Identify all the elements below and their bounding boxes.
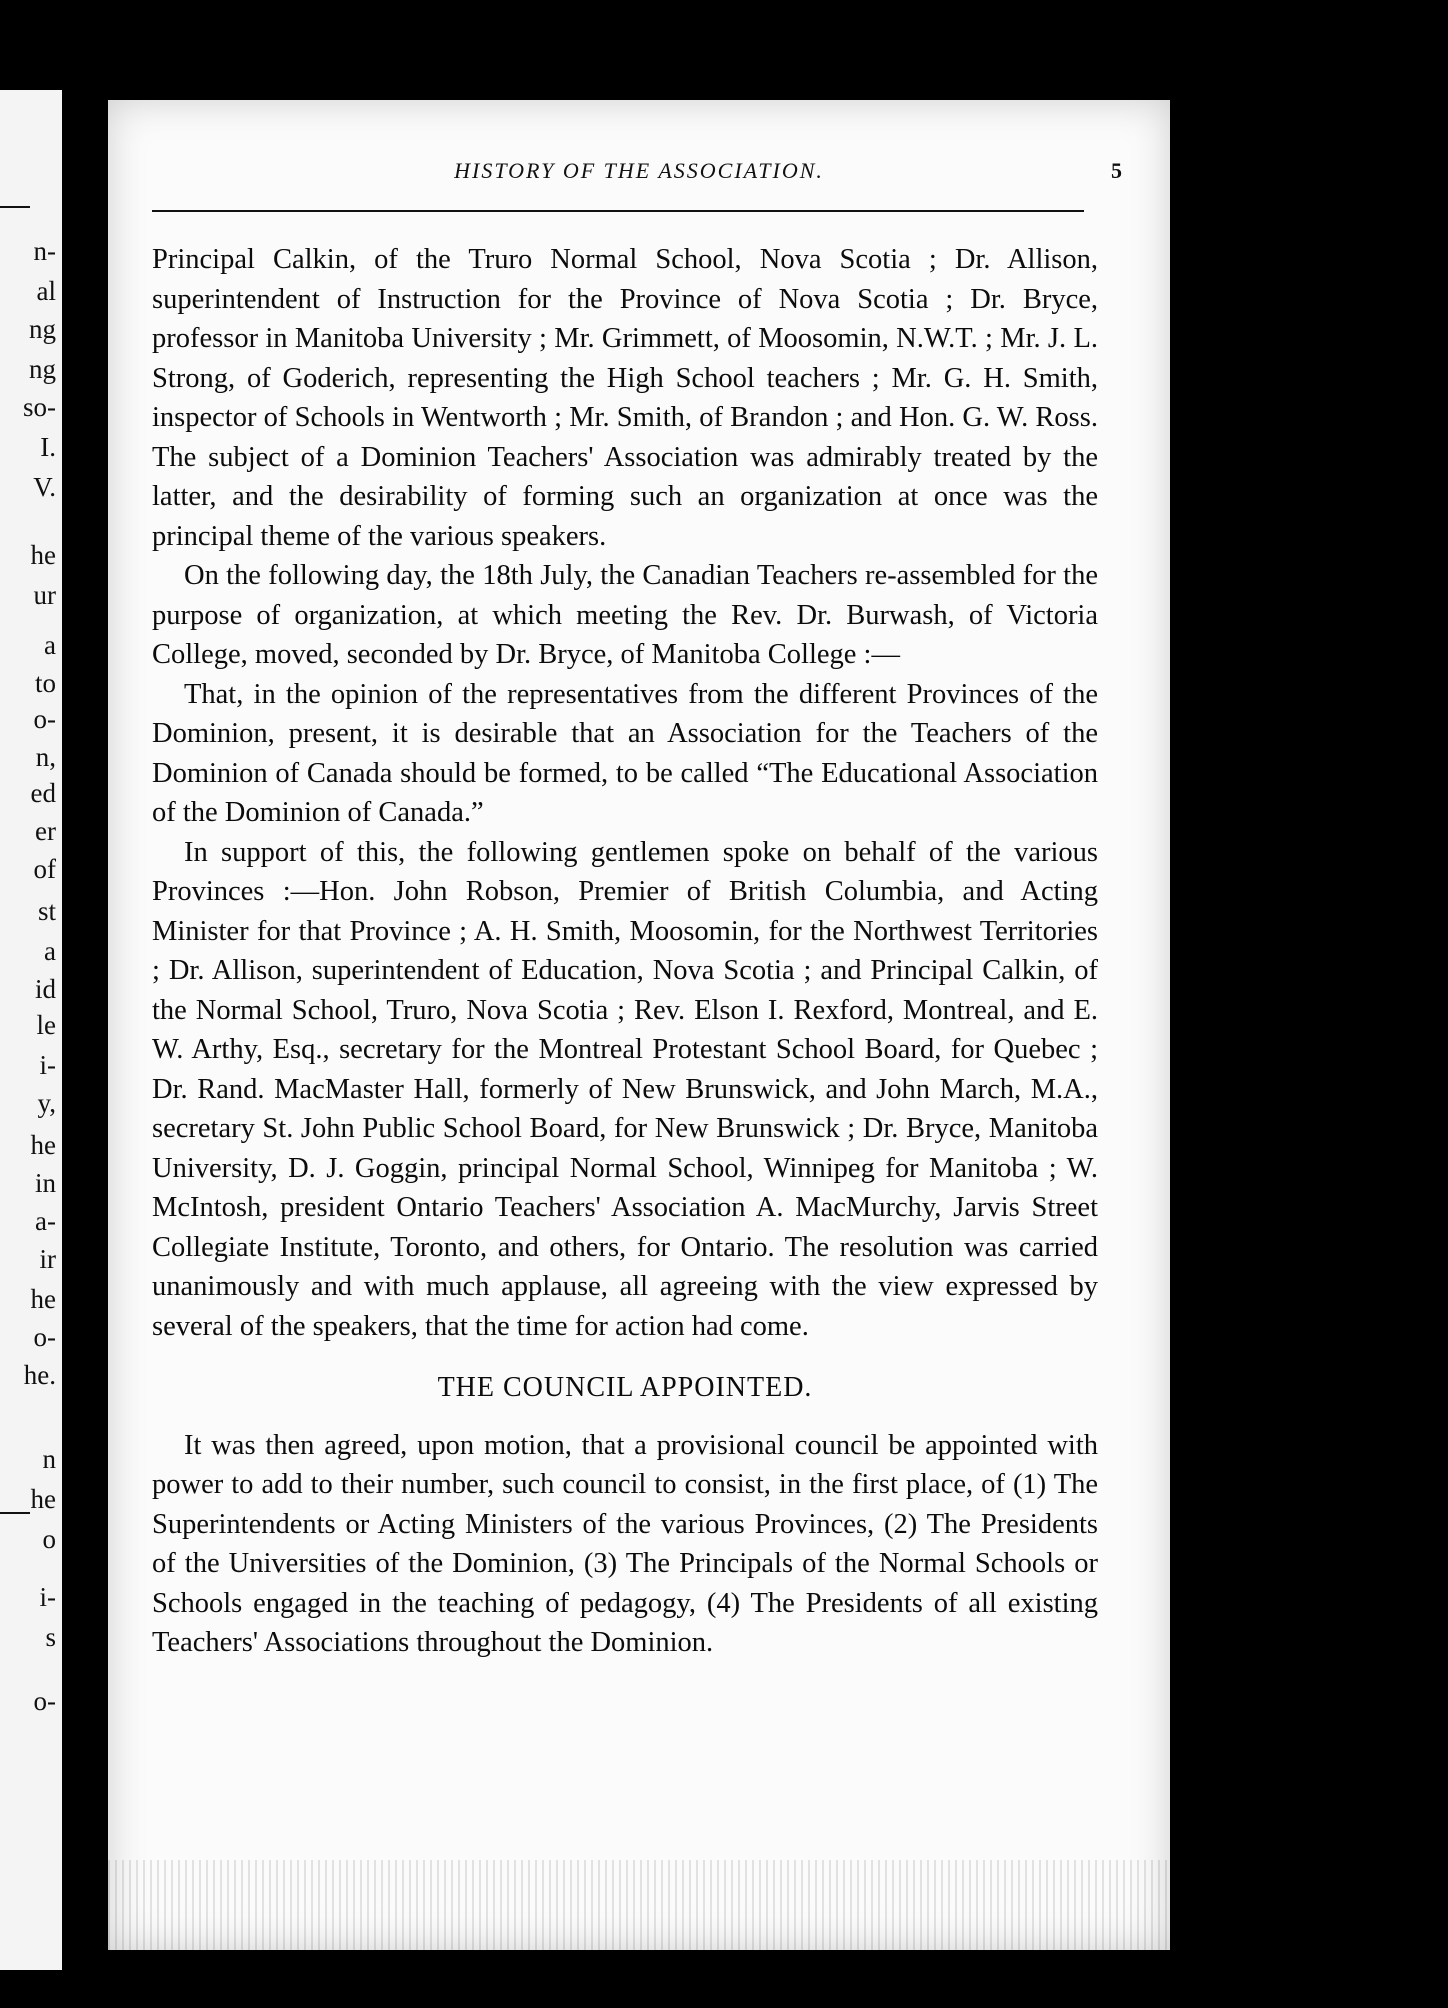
header-rule <box>152 210 1084 212</box>
adjacent-page-fragment: a <box>44 630 56 660</box>
adjacent-page-fragment: ur <box>33 580 56 610</box>
adjacent-page-fragment: he <box>30 1284 56 1314</box>
adjacent-page-fragment: in <box>34 1168 56 1198</box>
paragraph-2: On the following day, the 18th July, the Canadian Teachers re-assembled for the purpose of organization, at which meeting the Rev. Dr. Burwash, of Victoria College, moved, seconded by Dr. Bryce, of Manitoba College :— <box>152 560 1098 670</box>
adjacent-page-fragment: i- <box>39 1050 56 1080</box>
adjacent-page-fragment: y, <box>37 1088 56 1118</box>
adjacent-page-fragment: I. <box>40 432 56 462</box>
adjacent-page-fragment: st <box>37 896 56 926</box>
adjacent-page-fragment: n- <box>33 236 56 266</box>
adjacent-page-fragment: id <box>34 974 56 1004</box>
paragraph-4: In support of this, the following gentlemen spoke on behalf of the various Provinces :—Hon. John Robson, Premier of British Columbia, and Acting Minister for that Province ; A. H. Smith, Moosomin, for the Northwest Territories ; Dr. Allison, superintendent of Education, Nova Scotia ; and Principal Calkin, of the Normal School, Truro, Nova Scotia ; Rev. Elson I. Rexford, Montreal, and E. W. Arthy, Esq., secretary for the Montreal Protestant School Board, for Quebec ; Dr. Rand. MacMaster Hall, formerly of New Brunswick, and John March, M.A., secretary St. John Public School Board, for New Brunswick ; Dr. Bryce, Manitoba University, D. J. Goggin, principal Normal School, Winnipeg for Manitoba ; W. McIntosh, president Ontario Teachers' Association A. MacMurchy, Jarvis Street Collegiate Institute, Toronto, and others, for Ontario. The resolution was carried unanimously and with much applause, all agreeing with the view expressed by several of the speakers, that the time for action had come. <box>152 836 1098 1342</box>
adjacent-page-fragment: a- <box>35 1206 56 1236</box>
paragraph-3-resolution: That, in the opinion of the representatives from the different Provinces of the Dominion, present, it is desirable that an Association for the Teachers of the Dominion of Canada should be formed, to be called “The Educational Association of the Dominion of Canada.” <box>152 678 1098 828</box>
adjacent-page-fragment: so- <box>23 392 56 422</box>
running-head <box>128 158 1150 198</box>
adjacent-page-fragment: he. <box>23 1360 56 1390</box>
adjacent-page-fragment: i- <box>39 1582 56 1612</box>
adjacent-page-fragment: ir <box>39 1244 56 1274</box>
page-number: 5 <box>1111 158 1122 183</box>
adjacent-page-fragment: to <box>34 668 56 698</box>
section-heading: THE COUNCIL APPOINTED. <box>437 1372 813 1403</box>
adjacent-page-fragment: al <box>36 276 56 306</box>
paragraph-1: Principal Calkin, of the Truro Normal School, Nova Scotia ; Dr. Allison, superintendent of Instruction for the Province of Nova Scotia ; Dr. Bryce, professor in Manitoba University ; Mr. Grimmett, of Moosomin, N.W.T. ; Mr. J. L. Strong, of Goderich, representing the High School teachers ; Mr. G. H. Smith, inspector of Schools in Wentworth ; Mr. Smith, of Brandon ; and Hon. G. W. Ross. The subject of a Dominion Teachers' Association was admirably treated by the latter, and the desirability of forming such an organization at once was the principal theme of the various speakers. <box>152 244 1098 552</box>
adjacent-page-fragment: s <box>45 1622 56 1652</box>
adjacent-page-fragment: n <box>42 1444 56 1474</box>
adjacent-page-fragment: a <box>44 936 56 966</box>
adjacent-page-rule <box>0 206 30 208</box>
adjacent-page-fragment: o- <box>33 1322 56 1352</box>
adjacent-page-fragment: ed <box>30 778 56 808</box>
paragraph-5: It was then agreed, upon motion, that a provisional council be appointed with power to add to their number, such council to consist, in the first place, of (1) The Superintendents or Acting Ministers of the various Provinces, (2) The Presidents of the Universities of the Dominion, (3) The Principals of the Normal Schools or Schools engaged in the teaching of pedagogy, (4) The Presidents of all existing Teachers' Associations throughout the Dominion. <box>152 1429 1098 1658</box>
adjacent-page-fragment: le <box>36 1010 56 1040</box>
adjacent-page-fragment: ng <box>29 354 56 384</box>
adjacent-page-fragment: ng <box>29 314 56 344</box>
adjacent-page-edge <box>0 90 62 1970</box>
running-title: HISTORY OF THE ASSOCIATION. <box>454 158 824 183</box>
adjacent-page-fragment: er <box>35 816 56 846</box>
adjacent-page-rule <box>0 1512 30 1514</box>
book-page <box>108 100 1170 1950</box>
adjacent-page-fragment: n, <box>35 742 56 772</box>
adjacent-page-fragment: V. <box>33 472 56 502</box>
adjacent-page-fragment: he <box>30 540 56 570</box>
adjacent-page-fragment: he <box>30 1484 56 1514</box>
adjacent-page-fragment: o- <box>33 1686 56 1716</box>
adjacent-page-fragment: of <box>33 854 56 884</box>
adjacent-page-fragment: o- <box>33 704 56 734</box>
body-text <box>152 240 1098 1663</box>
adjacent-page-fragment: o <box>42 1524 56 1554</box>
adjacent-page-fragment: he <box>30 1130 56 1160</box>
